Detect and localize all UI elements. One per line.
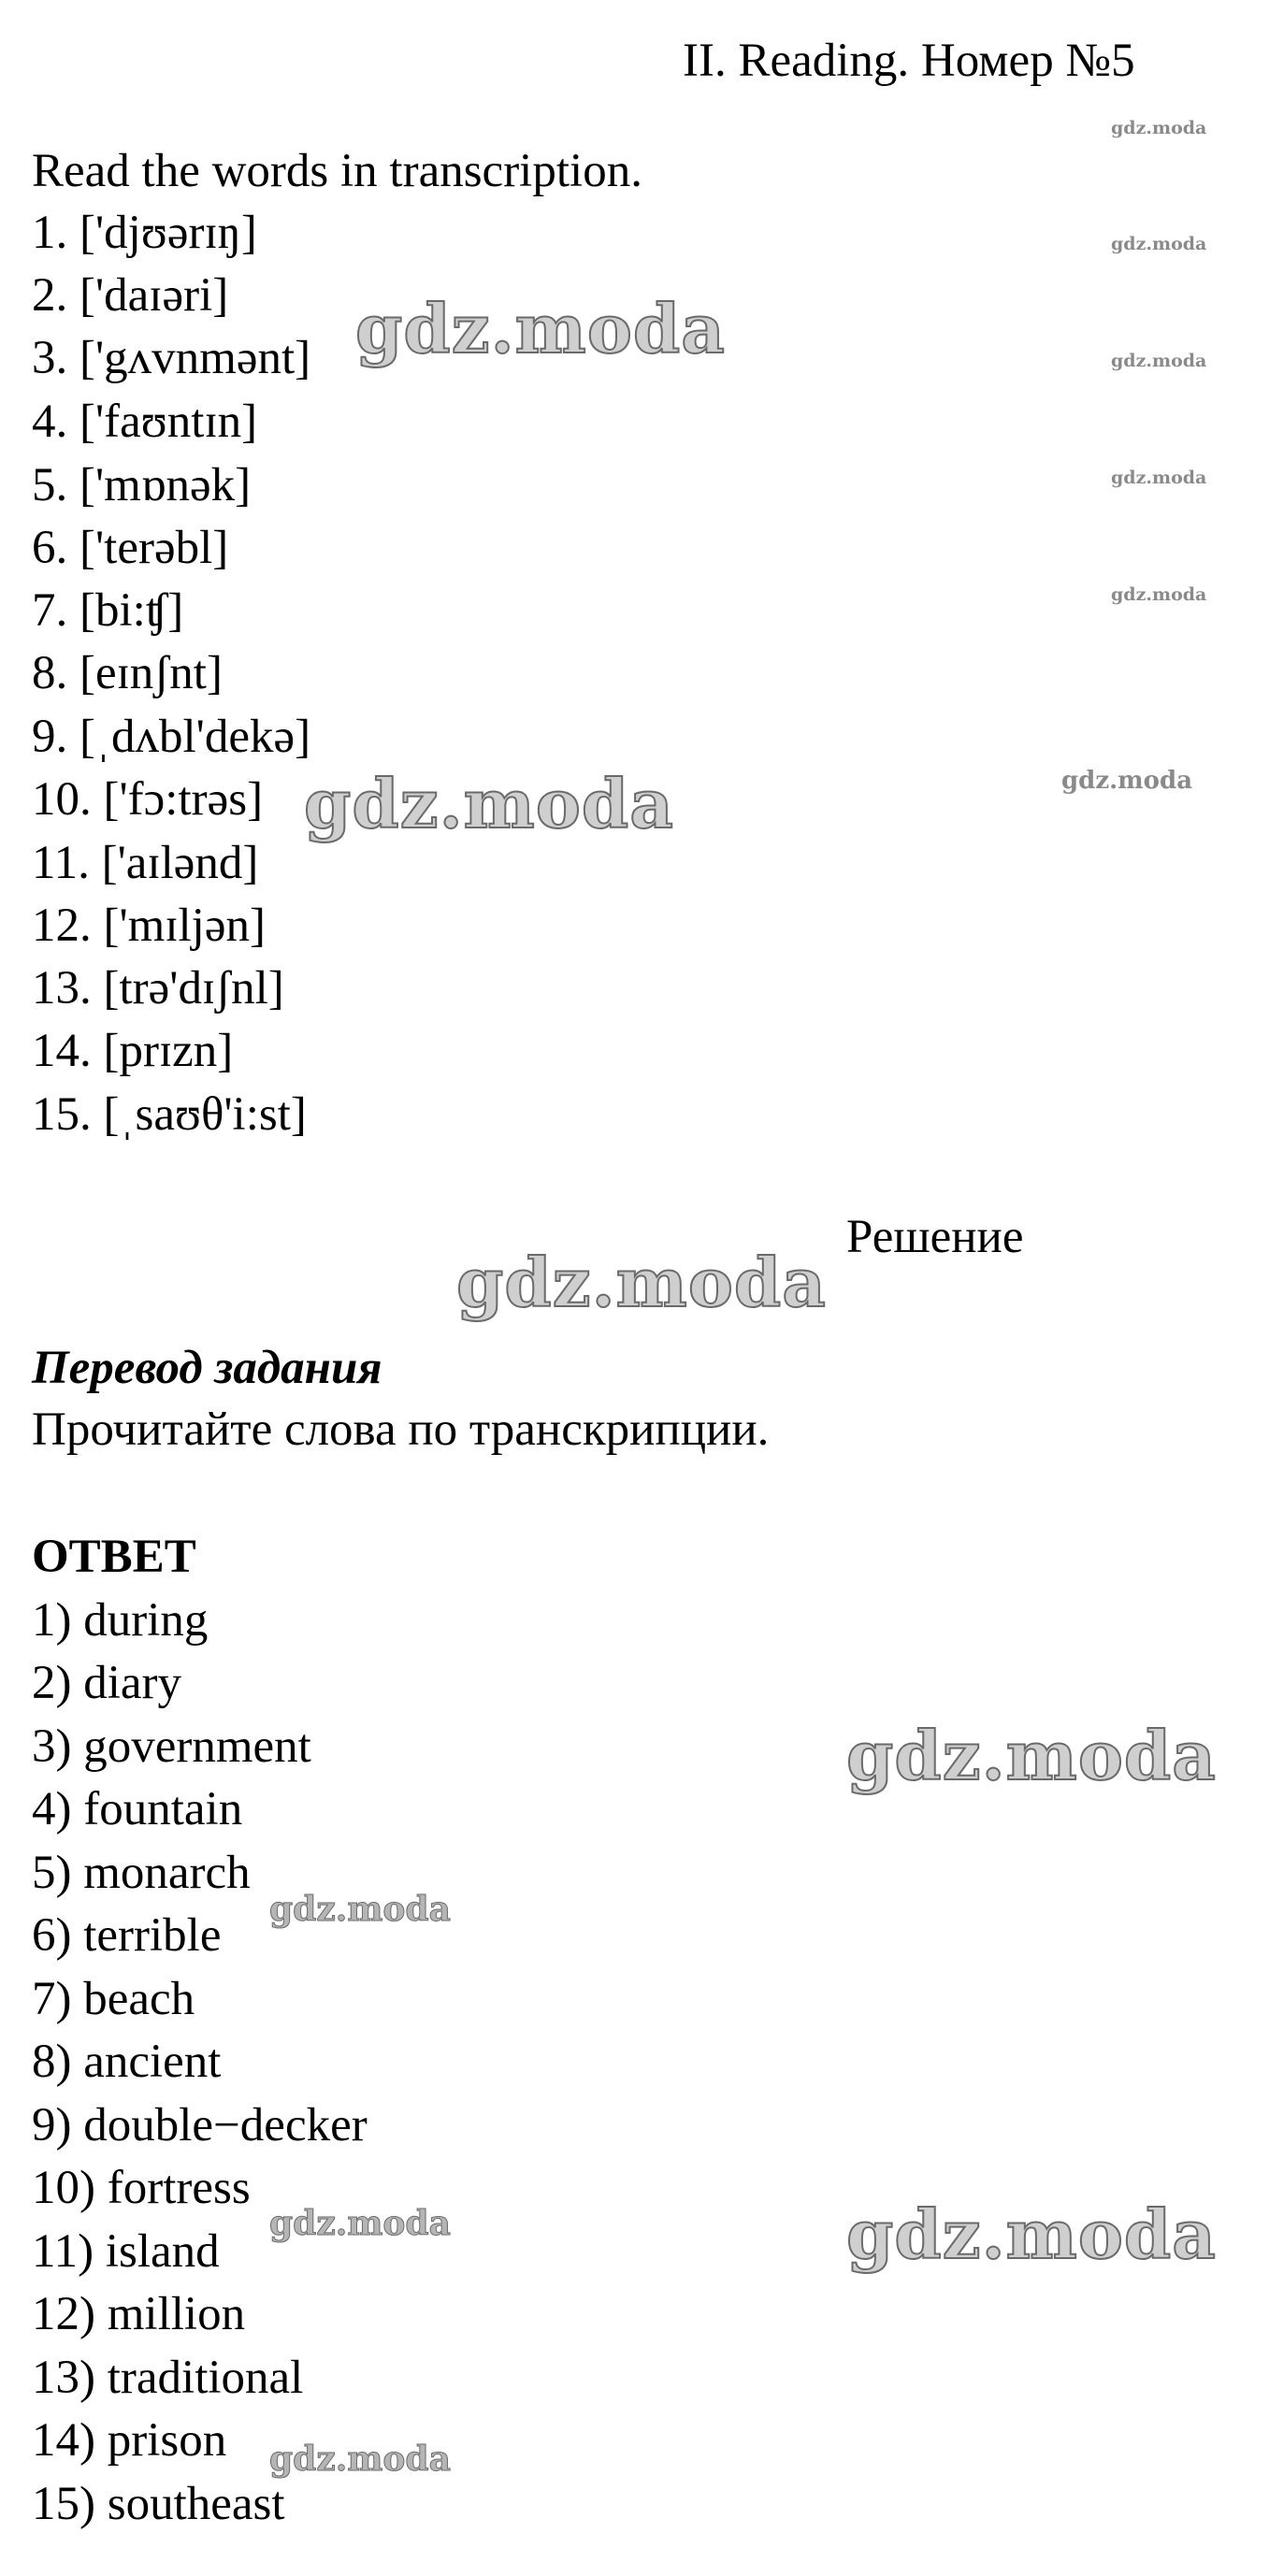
transcription-item-7: 7. [bi:ʧ] [32, 584, 184, 637]
task-instruction: Read the words in transcription. [32, 145, 642, 197]
answer-item-3: 3) government [32, 1720, 311, 1773]
transcription-item-6: 6. ['terəbl] [32, 522, 229, 574]
answer-item-14: 14) prison [32, 2414, 227, 2467]
answer-item-12: 12) million [32, 2288, 246, 2340]
watermark-small: gdz.moda [1111, 234, 1207, 254]
answer-item-7: 7) beach [32, 1973, 195, 2025]
answer-item-13: 13) traditional [32, 2352, 304, 2404]
watermark-small: gdz.moda [1061, 767, 1193, 795]
transcription-item-10: 10. ['fɔ:trəs] [32, 773, 264, 826]
watermark-large: gdz.moda [304, 764, 674, 843]
answer-item-6: 6) terrible [32, 1909, 222, 1962]
transcription-item-8: 8. [eɪnʃnt] [32, 647, 223, 699]
transcription-item-14: 14. [prɪzn] [32, 1025, 234, 1077]
answer-item-2: 2) diary [32, 1657, 182, 1709]
solution-label: Решение [846, 1211, 1024, 1263]
watermark-small: gdz.moda [1111, 118, 1207, 138]
answer-item-11: 11) island [32, 2225, 220, 2278]
translation-text: Прочитайте слова по транскрипции. [32, 1403, 770, 1456]
answer-item-5: 5) monarch [32, 1847, 251, 1899]
transcription-item-12: 12. ['mɪljən] [32, 899, 266, 952]
answer-item-8: 8) ancient [32, 2036, 222, 2088]
transcription-item-2: 2. ['daɪəri] [32, 269, 229, 322]
watermark-large: gdz.moda [456, 1243, 827, 1322]
watermark-large: gdz.moda [355, 289, 726, 368]
transcription-item-11: 11. ['aɪlənd] [32, 837, 259, 889]
transcription-item-9: 9. [ˌdʌbl'dekə] [32, 711, 311, 763]
page-title: II. Reading. Номер №5 [683, 35, 1135, 87]
answer-item-10: 10) fortress [32, 2162, 251, 2214]
answer-item-4: 4) fountain [32, 1783, 243, 1835]
watermark-medium: gdz.moda [269, 2439, 451, 2479]
answer-item-15: 15) southeast [32, 2478, 285, 2530]
transcription-item-13: 13. [trə'dɪʃnl] [32, 962, 284, 1015]
watermark-large: gdz.moda [846, 2195, 1217, 2274]
watermark-small: gdz.moda [1111, 468, 1207, 488]
watermark-small: gdz.moda [1111, 351, 1207, 371]
transcription-item-3: 3. ['gʌvnmənt] [32, 332, 311, 384]
watermark-large: gdz.moda [846, 1716, 1217, 1795]
translation-heading: Перевод задания [32, 1342, 382, 1394]
transcription-item-5: 5. ['mɒnək] [32, 459, 252, 511]
watermark-medium: gdz.moda [269, 1890, 451, 1929]
answer-item-1: 1) during [32, 1594, 209, 1647]
transcription-item-4: 4. ['faʊntɪn] [32, 396, 258, 448]
transcription-item-15: 15. [ˌsaʊθ'i:st] [32, 1088, 307, 1141]
watermark-small: gdz.moda [1111, 584, 1207, 605]
watermark-medium: gdz.moda [269, 2204, 451, 2243]
answer-heading: ОТВЕТ [32, 1531, 196, 1583]
transcription-item-1: 1. ['djʊərɪŋ] [32, 207, 257, 259]
answer-item-9: 9) double−decker [32, 2099, 368, 2151]
